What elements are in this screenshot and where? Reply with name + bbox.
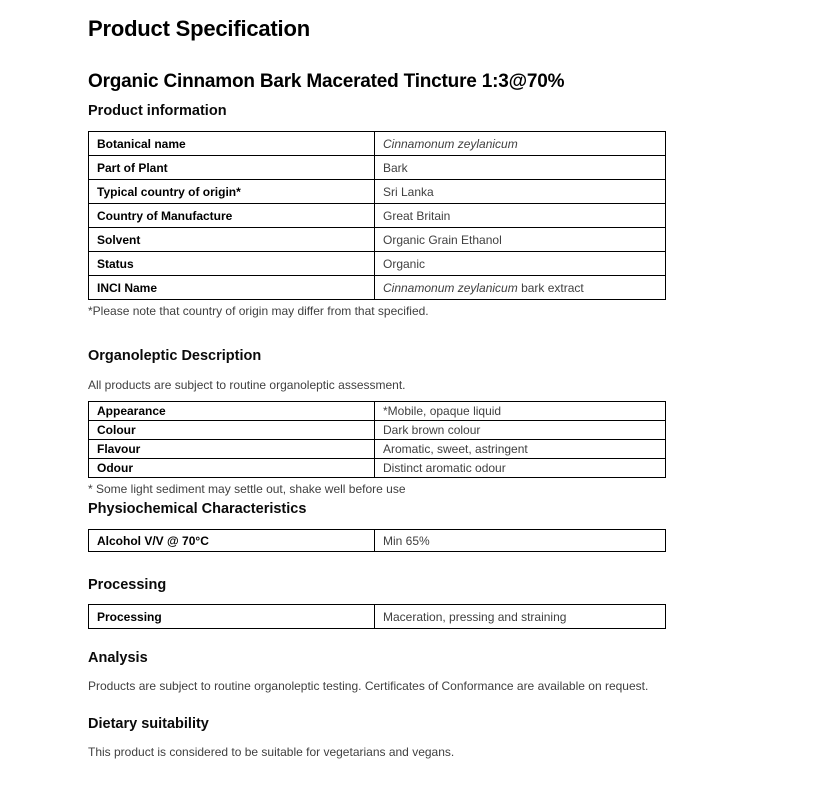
section-heading-dietary: Dietary suitability <box>88 716 209 732</box>
spec-label: INCI Name <box>89 276 375 300</box>
spec-value <box>375 440 666 459</box>
spec-label: Flavour <box>89 440 375 459</box>
spec-value <box>375 204 666 228</box>
table-row <box>89 459 666 478</box>
table-row <box>89 421 666 440</box>
organoleptic-intro: All products are subject to routine organoleptic assessment. <box>88 378 406 392</box>
spec-value-text: Organic Grain Ethanol <box>383 232 502 247</box>
table-row <box>89 228 666 252</box>
table-row <box>89 252 666 276</box>
spec-value-text: Min 65% <box>383 533 430 548</box>
spec-value <box>375 276 666 300</box>
spec-value <box>375 228 666 252</box>
spec-value <box>375 180 666 204</box>
table-row <box>89 180 666 204</box>
spec-value-text: Bark <box>383 160 408 175</box>
section-heading-processing: Processing <box>88 577 167 593</box>
spec-value <box>375 156 666 180</box>
table-row <box>89 204 666 228</box>
spec-value-text: Maceration, pressing and straining <box>383 609 567 624</box>
spec-label: Typical country of origin* <box>89 180 375 204</box>
spec-value <box>375 132 666 156</box>
organoleptic-table <box>88 401 666 478</box>
product-information-table <box>88 131 666 300</box>
spec-value <box>375 530 666 552</box>
spec-label: Part of Plant <box>89 156 375 180</box>
spec-value <box>375 402 666 421</box>
spec-value-text: *Mobile, opaque liquid <box>383 404 502 418</box>
origin-footnote: *Please note that country of origin may differ from that specified. <box>88 304 429 318</box>
section-heading-analysis: Analysis <box>88 650 148 666</box>
spec-value-text: Great Britain <box>383 208 451 223</box>
spec-value-text: Dark brown colour <box>383 423 481 437</box>
spec-value-italic: Cinnamonum zeylanicum <box>383 280 518 295</box>
spec-label: Processing <box>89 605 375 629</box>
table-row <box>89 276 666 300</box>
doc-title: Product Specification <box>88 16 310 41</box>
table-row <box>89 440 666 459</box>
table-row <box>89 530 666 552</box>
spec-value-text: Distinct aromatic odour <box>383 461 506 475</box>
product-title: Organic Cinnamon Bark Macerated Tincture 1:3@70% <box>88 71 565 92</box>
section-heading-physiochemical: Physiochemical Characteristics <box>88 501 307 517</box>
spec-value-italic: Cinnamonum zeylanicum <box>383 136 518 151</box>
spec-value-text: Organic <box>383 256 426 271</box>
physiochemical-table <box>88 529 666 552</box>
dietary-text: This product is considered to be suitable for vegetarians and vegans. <box>88 745 455 759</box>
spec-value-text: Sri Lanka <box>383 184 434 199</box>
spec-label: Solvent <box>89 228 375 252</box>
spec-label: Colour <box>89 421 375 440</box>
spec-label: Alcohol V/V @ 70°C <box>89 530 375 552</box>
table-row <box>89 402 666 421</box>
spec-label: Status <box>89 252 375 276</box>
spec-value-text: Aromatic, sweet, astringent <box>383 442 528 456</box>
table-row <box>89 132 666 156</box>
spec-value <box>375 252 666 276</box>
spec-value <box>375 459 666 478</box>
spec-label: Appearance <box>89 402 375 421</box>
spec-value <box>375 605 666 629</box>
spec-label: Botanical name <box>89 132 375 156</box>
section-heading-organoleptic: Organoleptic Description <box>88 348 262 364</box>
spec-label: Odour <box>89 459 375 478</box>
table-row <box>89 156 666 180</box>
sediment-footnote: * Some light sediment may settle out, shake well before use <box>88 482 406 496</box>
spec-value <box>375 421 666 440</box>
spec-value-text: bark extract <box>517 280 584 295</box>
processing-table <box>88 604 666 629</box>
spec-label: Country of Manufacture <box>89 204 375 228</box>
table-row <box>89 605 666 629</box>
analysis-text: Products are subject to routine organoleptic testing. Certificates of Conformance are available on request. <box>88 679 649 693</box>
section-heading-product-information: Product information <box>88 103 227 119</box>
